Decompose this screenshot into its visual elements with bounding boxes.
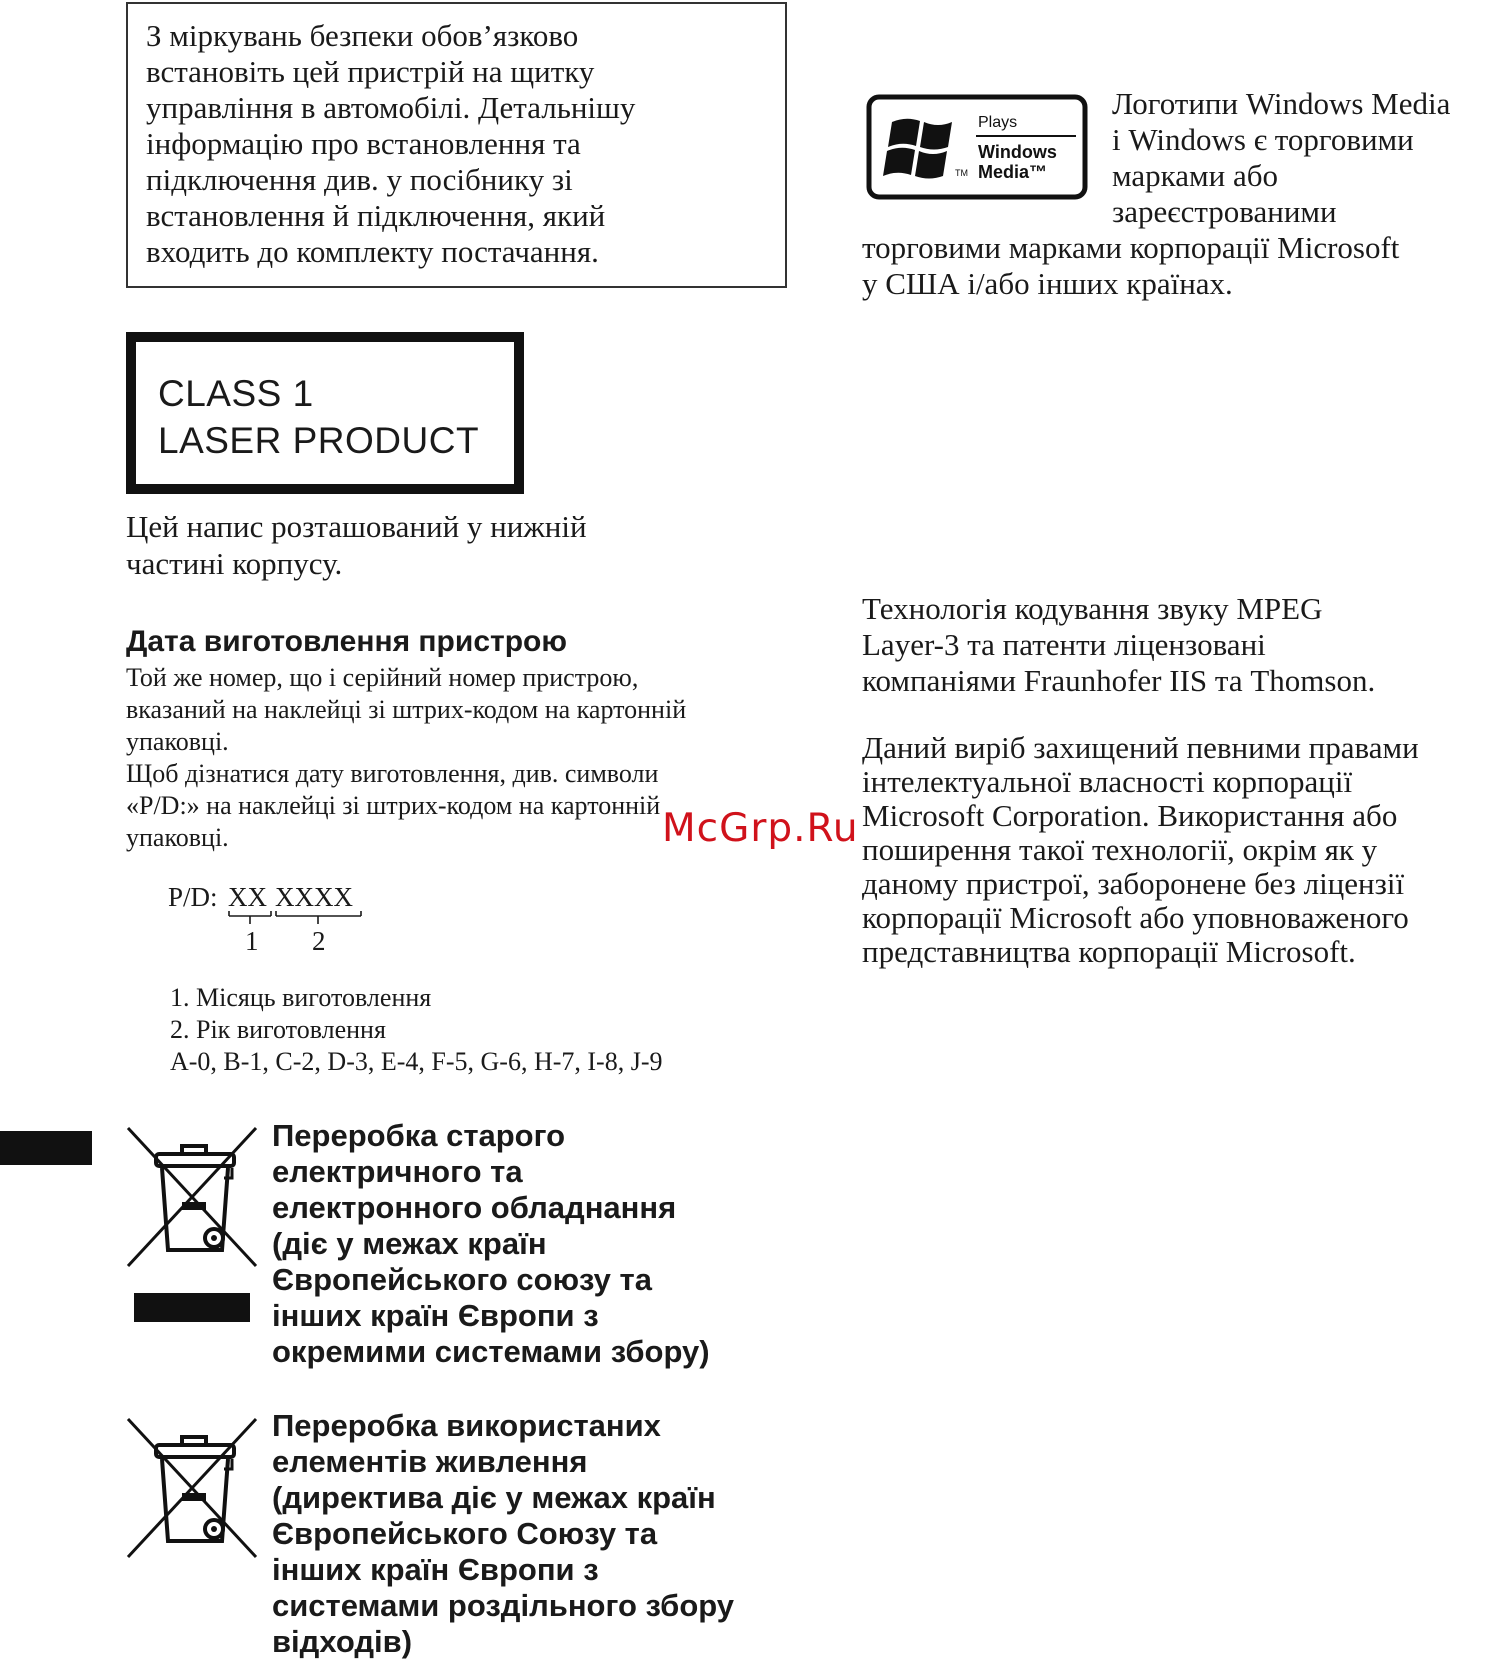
date-body-line: упаковці. [126,727,229,756]
date-body-line: Щоб дізнатися дату виготовлення, див. символи [126,759,659,788]
trademark-line: зареєстрованими [1112,194,1337,229]
laser-caption-line: Цей напис розташований у нижній [126,509,587,544]
weee-batteries-line: інших країн Європи з [272,1552,599,1587]
weee-equipment-line: окремими системами збору) [272,1334,710,1369]
logo-media-text: Media™ [978,162,1048,182]
safety-line: З міркувань безпеки обов’язково [146,18,579,53]
microsoft-line: Даний виріб захищений певними правами [862,730,1419,765]
laser-class-text: CLASS 1 [158,373,314,414]
legend-line: 1. Місяць виготовлення [170,983,432,1012]
windows-media-trademark-text-cont [862,230,1502,302]
manufacture-date-heading: Дата виготовлення пристрою [126,625,567,658]
weee-batteries-line: (директива діє у межах країн [272,1480,716,1515]
date-body-line: Той же номер, що і серійний номер пристрою, [126,663,639,692]
date-body-line: упаковці. [126,823,229,852]
logo-windows-text: Windows [978,142,1057,162]
trademark-line: торговими марками корпорації Microsoft [862,230,1400,265]
weee-equipment-line: електронного обладнання [272,1190,677,1225]
windows-media-logo [866,94,1088,200]
weee-batteries-heading [272,1408,812,1660]
legend-line: 2. Рік виготовлення [170,1015,386,1044]
weee-batteries-line: Переробка використаних [272,1408,661,1443]
trademark-line: і Windows є торговими [1112,122,1414,157]
date-body-line: «P/D:» на наклейці зі штрих-кодом на картонній [126,791,661,820]
weee-equipment-line: (діє у межах країн [272,1226,547,1261]
logo-plays-text: Plays [978,114,1018,131]
date-body-line: вказаний на наклейці зі штрих-кодом на картонній [126,695,687,724]
weee-equipment-line: Європейського союзу та [272,1262,652,1297]
pd-marker-1: 1 [245,926,259,956]
laser-caption [126,508,786,582]
microsoft-line: корпорації Microsoft або уповноваженого [862,900,1409,935]
crossed-bin-icon [124,1415,260,1561]
legend-line: A-0, B-1, C-2, D-3, E-4, F-5, G-6, H-7, I-8, J-9 [170,1047,663,1076]
pd-prefix: P/D: [168,882,218,912]
weee-equipment-line: інших країн Європи з [272,1298,599,1333]
weee-batteries-line: Європейського Союзу та [272,1516,658,1551]
pd-code-diagram [168,882,408,962]
weee-date-bar [134,1293,250,1322]
safety-line: встановіть цей пристрій на щитку [146,54,595,89]
weee-batteries-line: системами роздільного збору [272,1588,735,1623]
laser-product-text: LASER PRODUCT [158,420,480,461]
safety-line: входить до комплекту постачання. [146,234,599,269]
microsoft-line: поширення такої технології, окрім як у [862,832,1378,867]
microsoft-line: представництва корпорації Microsoft. [862,934,1356,969]
pd-month-code: XX [228,882,267,912]
pd-bracket-2 [276,911,361,924]
weee-equipment-line: Переробка старого [272,1118,566,1153]
microsoft-line: інтелектуальної власності корпорації [862,764,1353,799]
laser-product-label [126,332,524,494]
page-edge-tab [0,1131,92,1165]
mpeg-line: Технологія кодування звуку MPEG [862,591,1323,626]
safety-line: інформацію про встановлення та [146,126,581,161]
crossed-bin-icon [124,1124,260,1270]
site-watermark: McGrp.Ru [662,806,859,851]
safety-line: управління в автомобілі. Детальнішу [146,90,636,125]
weee-equipment-line: електричного та [272,1154,523,1189]
pd-year-code: XXXX [275,882,353,912]
safety-line: встановлення й підключення, який [146,198,606,233]
safety-notice-box [126,2,787,288]
pd-marker-2: 2 [312,926,326,956]
mpeg-line: компаніями Fraunhofer IIS та Thomson. [862,663,1376,698]
windows-media-trademark-text [1112,86,1507,230]
trademark-line: у США і/або інших країнах. [862,266,1233,301]
weee-batteries-line: відходів) [272,1624,413,1659]
mpeg-line: Layer-3 та патенти ліцензовані [862,627,1266,662]
mpeg-license-notice [862,591,1502,699]
safety-line: підключення див. у посібнику зі [146,162,573,197]
pd-legend [170,982,790,1078]
logo-tm-text: TM [955,168,968,178]
trademark-line: Логотипи Windows Media [1112,86,1451,121]
microsoft-ip-notice [862,731,1502,969]
weee-batteries-line: елементів живлення [272,1444,588,1479]
microsoft-line: даному пристрої, заборонене без ліцензії [862,866,1405,901]
laser-caption-line: частині корпусу. [126,546,343,581]
trademark-line: марками або [1112,158,1279,193]
microsoft-line: Microsoft Corporation. Використання або [862,798,1398,833]
weee-equipment-heading [272,1118,792,1370]
pd-bracket-1 [229,911,271,924]
